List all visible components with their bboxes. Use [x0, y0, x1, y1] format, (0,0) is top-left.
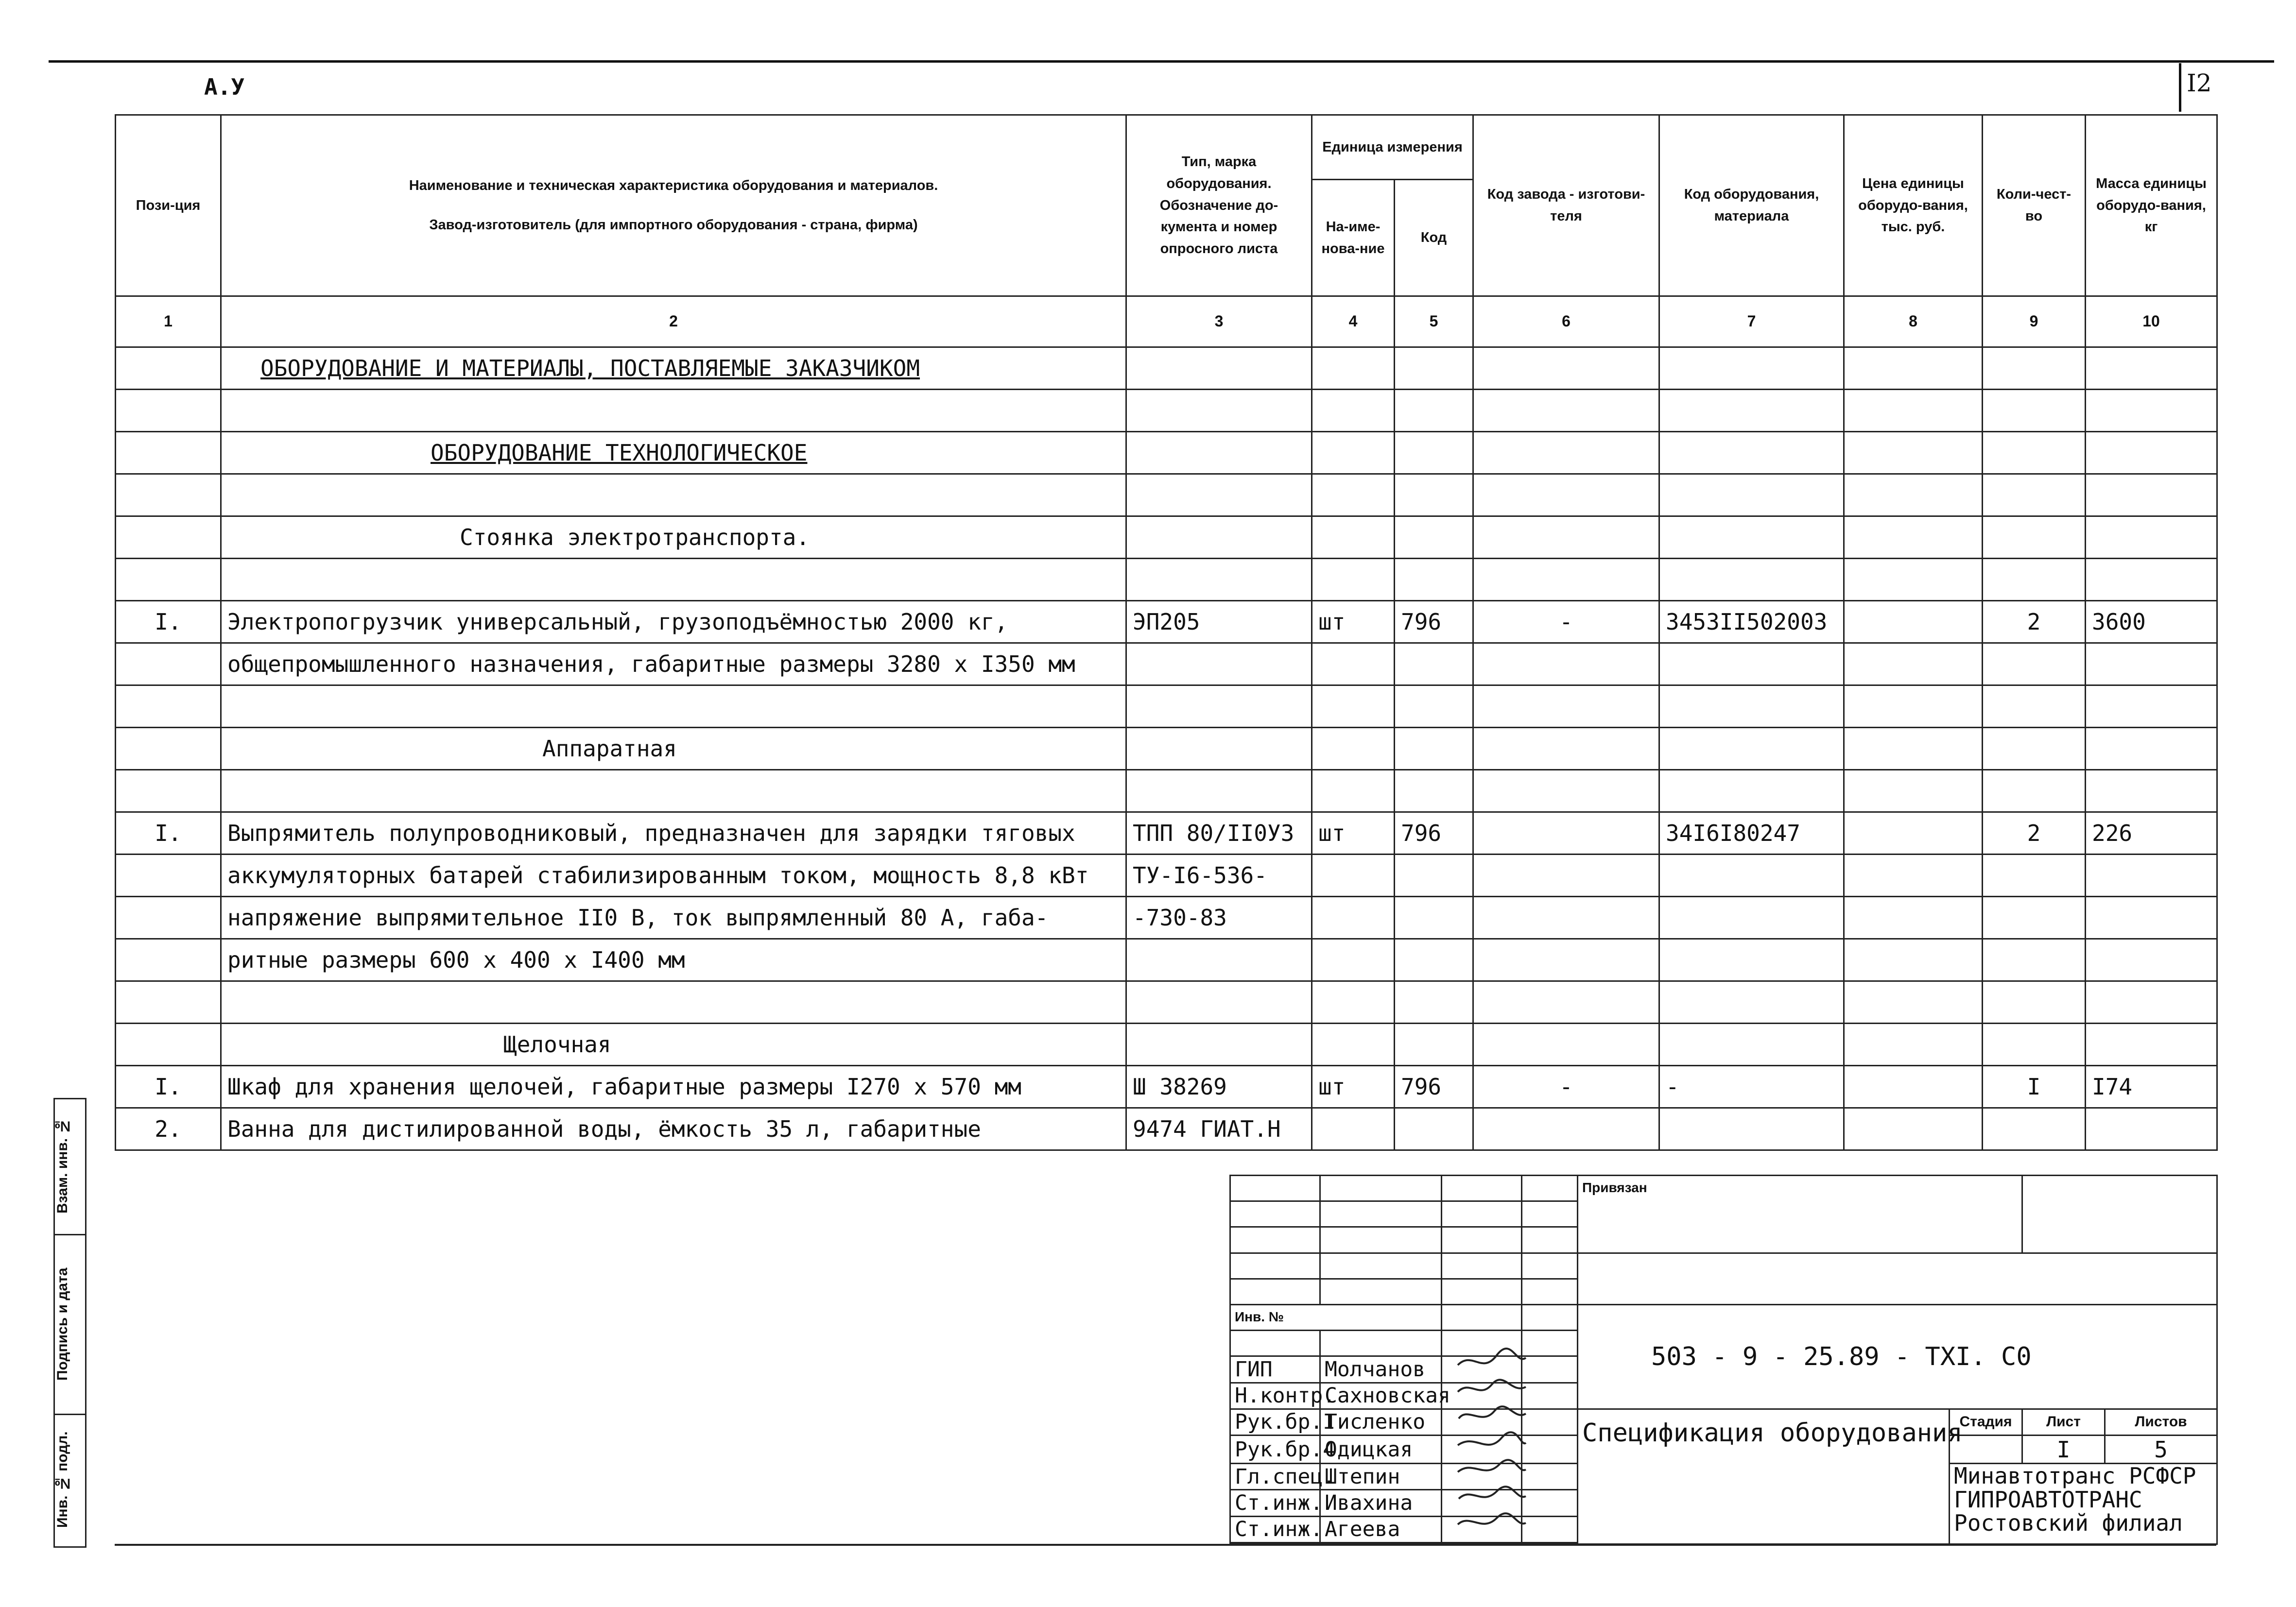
cell-code [1659, 981, 1844, 1024]
cell-name [221, 390, 1126, 432]
signer-name: Сахновская [1320, 1383, 1442, 1409]
cell-maker [1473, 897, 1659, 939]
cell-unit [1312, 981, 1395, 1024]
cell-unit [1312, 728, 1395, 770]
cell-pos [116, 981, 221, 1024]
cell-price [1844, 474, 1983, 516]
cell-pos [116, 516, 221, 559]
cell-name: Шкаф для хранения щелочей, габаритные размеры I270 х 570 мм [221, 1066, 1126, 1108]
cell-mass [2086, 432, 2217, 474]
cell-type [1126, 939, 1312, 981]
cell-unit [1312, 474, 1395, 516]
cell-price [1844, 1066, 1983, 1108]
cell-mass [2086, 516, 2217, 559]
header-unit-name: На-име-нова-ние [1312, 180, 1395, 296]
cell-code: - [1659, 1066, 1844, 1108]
cell-qty: 2 [1983, 601, 2086, 643]
cell-unit [1312, 939, 1395, 981]
cell-pos [116, 1024, 221, 1066]
cell-code [1659, 685, 1844, 728]
cell-code [1659, 559, 1844, 601]
column-number: 9 [1983, 296, 2086, 347]
cell-name [221, 685, 1126, 728]
cell-unit_code [1395, 981, 1473, 1024]
cell-code [1659, 474, 1844, 516]
cell-type [1126, 728, 1312, 770]
cell-name: ОБОРУДОВАНИЕ ТЕХНОЛОГИЧЕСКОЕ [221, 432, 1126, 474]
cell-type [1126, 432, 1312, 474]
cell-unit [1312, 1108, 1395, 1150]
organization-line: Минавтотранс РСФСР [1954, 1463, 2196, 1489]
cell-name: Электропогрузчик универсальный, грузоподъёмностью 2000 кг, [221, 601, 1126, 643]
cell-maker [1473, 559, 1659, 601]
cell-unit: шт [1312, 812, 1395, 855]
role: Н.контр. [1230, 1383, 1320, 1409]
side-label-inv-podl: Инв. № подл. [54, 1431, 70, 1528]
cell-mass [2086, 770, 2217, 812]
cell-type [1126, 559, 1312, 601]
side-label-podpis-data: Подпись и дата [54, 1267, 70, 1381]
cell-maker [1473, 432, 1659, 474]
cell-unit_code: 796 [1395, 601, 1473, 643]
cell-mass: I74 [2086, 1066, 2217, 1108]
side-divider [53, 1234, 85, 1235]
cell-unit_code [1395, 390, 1473, 432]
cell-pos [116, 855, 221, 897]
header-price: Цена единицы оборудо-вания, тыс. руб. [1844, 115, 1983, 296]
header-maker-code: Код завода - изготови-теля [1473, 115, 1659, 296]
cell-maker [1473, 812, 1659, 855]
cell-unit_code [1395, 1024, 1473, 1066]
cell-unit_code [1395, 516, 1473, 559]
cell-mass: 3600 [2086, 601, 2217, 643]
header-type: Тип, марка оборудования. Обозначение до-кумента и номер опросного листа [1126, 115, 1312, 296]
cell-maker [1473, 728, 1659, 770]
table-row [116, 939, 2217, 981]
cell-qty [1983, 643, 2086, 685]
document-title: Спецификация оборудования [1578, 1409, 1950, 1544]
cell-maker [1473, 1108, 1659, 1150]
cell-type [1126, 347, 1312, 390]
cell-mass [2086, 728, 2217, 770]
side-label-vzam-inv: Взам. инв. № [54, 1118, 70, 1214]
cell-code [1659, 855, 1844, 897]
cell-unit: шт [1312, 601, 1395, 643]
table-row [116, 643, 2217, 685]
signer-name: Тисленко [1320, 1409, 1442, 1435]
cell-type: ТУ-I6-536- [1126, 855, 1312, 897]
table-row [116, 812, 2217, 855]
table-row [116, 516, 2217, 559]
cell-price [1844, 347, 1983, 390]
cell-unit_code [1395, 432, 1473, 474]
table-row [116, 981, 2217, 1024]
cell-price [1844, 1024, 1983, 1066]
cell-type [1126, 474, 1312, 516]
sheets-label: Листов [2105, 1409, 2217, 1435]
cell-unit_code [1395, 643, 1473, 685]
table-row [116, 474, 2217, 516]
header-unit: Единица измерения [1312, 115, 1473, 180]
cell-pos [116, 643, 221, 685]
table-row [116, 1108, 2217, 1150]
role: Гл.спец. [1230, 1464, 1320, 1490]
cell-type: -730-83 [1126, 897, 1312, 939]
cell-qty [1983, 559, 2086, 601]
cell-maker [1473, 390, 1659, 432]
signer-name: Ивахина [1320, 1490, 1442, 1516]
cell-name [221, 559, 1126, 601]
cell-name: ОБОРУДОВАНИЕ И МАТЕРИАЛЫ, ПОСТАВЛЯЕМЫЕ ЗАКАЗЧИКОМ [221, 347, 1126, 390]
cell-pos [116, 770, 221, 812]
header-mass: Масса единицы оборудо-вания, кг [2086, 115, 2217, 296]
cell-maker [1473, 347, 1659, 390]
role: Ст.инж. [1230, 1490, 1320, 1516]
cell-unit_code: 796 [1395, 1066, 1473, 1108]
cell-unit_code [1395, 559, 1473, 601]
cell-code [1659, 432, 1844, 474]
title-block [1229, 1175, 2218, 1545]
cell-unit [1312, 770, 1395, 812]
cell-mass [2086, 855, 2217, 897]
cell-type [1126, 981, 1312, 1024]
cell-unit_code [1395, 855, 1473, 897]
inv-number-label: Инв. № [1230, 1304, 1442, 1330]
cell-pos [116, 939, 221, 981]
cell-unit_code [1395, 1108, 1473, 1150]
cell-code [1659, 643, 1844, 685]
cell-type [1126, 643, 1312, 685]
cell-qty [1983, 390, 2086, 432]
document-code: 503 - 9 - 25.89 - ТХI. С0 [1578, 1304, 2217, 1409]
cell-price [1844, 432, 1983, 474]
specification-table [115, 114, 2218, 1151]
cell-code [1659, 770, 1844, 812]
cell-name: Стоянка электротранспорта. [221, 516, 1126, 559]
column-number: 8 [1844, 296, 1983, 347]
cell-mass [2086, 685, 2217, 728]
cell-unit: шт [1312, 1066, 1395, 1108]
table-row [116, 855, 2217, 897]
cell-qty [1983, 855, 2086, 897]
cell-qty [1983, 516, 2086, 559]
cell-mass [2086, 643, 2217, 685]
cell-pos [116, 390, 221, 432]
cell-pos [116, 347, 221, 390]
cell-code [1659, 728, 1844, 770]
cell-qty [1983, 981, 2086, 1024]
column-number: 6 [1473, 296, 1659, 347]
cell-code: 3453II502003 [1659, 601, 1844, 643]
page-number-divider [2179, 63, 2181, 112]
cell-name: Щелочная [221, 1024, 1126, 1066]
cell-price [1844, 855, 1983, 897]
cell-name [221, 981, 1126, 1024]
cell-unit [1312, 685, 1395, 728]
cell-mass [2086, 939, 2217, 981]
role: Рук.бр.4 [1230, 1435, 1320, 1463]
cell-name [221, 474, 1126, 516]
cell-maker [1473, 516, 1659, 559]
cell-price [1844, 390, 1983, 432]
table-row [116, 390, 2217, 432]
header-name-line2: Завод-изготовитель (для импортного оборудования - страна, фирма) [429, 217, 918, 233]
cell-qty: I [1983, 1066, 2086, 1108]
cell-code [1659, 516, 1844, 559]
cell-mass: 226 [2086, 812, 2217, 855]
cell-price [1844, 685, 1983, 728]
cell-name: Аппаратная [221, 728, 1126, 770]
cell-price [1844, 981, 1983, 1024]
cell-type [1126, 685, 1312, 728]
column-number: 5 [1395, 296, 1473, 347]
cell-qty [1983, 1108, 2086, 1150]
cell-unit [1312, 855, 1395, 897]
cell-name: Выпрямитель полупроводниковый, предназначен для зарядки тяговых [221, 812, 1126, 855]
cell-maker [1473, 939, 1659, 981]
table-row [116, 1024, 2217, 1066]
signer-name: Штепин [1320, 1464, 1442, 1490]
column-number: 3 [1126, 296, 1312, 347]
table-row [116, 1066, 2217, 1108]
cell-qty [1983, 474, 2086, 516]
cell-name: аккумуляторных батарей стабилизированным током, мощность 8,8 кВт [221, 855, 1126, 897]
role: ГИП [1230, 1356, 1320, 1383]
cell-pos [116, 897, 221, 939]
cell-pos [116, 559, 221, 601]
organization-line: ГИПРОАВТОТРАНС [1954, 1486, 2142, 1513]
table-row [116, 685, 2217, 728]
cell-unit_code [1395, 347, 1473, 390]
cell-code [1659, 1108, 1844, 1150]
cell-pos: I. [116, 812, 221, 855]
cell-price [1844, 897, 1983, 939]
cell-price [1844, 812, 1983, 855]
cell-unit [1312, 897, 1395, 939]
sheet-value: I [2022, 1435, 2105, 1463]
cell-pos [116, 474, 221, 516]
cell-type: Ш 38269 [1126, 1066, 1312, 1108]
cell-qty [1983, 728, 2086, 770]
cell-mass [2086, 347, 2217, 390]
signatures-scribbles [1453, 1346, 1531, 1540]
signer-name: Агеева [1320, 1516, 1442, 1542]
cell-price [1844, 643, 1983, 685]
column-number: 1 [116, 296, 221, 347]
cell-qty [1983, 347, 2086, 390]
top-border-line [49, 60, 2274, 63]
sheets-value: 5 [2105, 1435, 2217, 1463]
header-name [221, 115, 1126, 296]
cell-unit [1312, 347, 1395, 390]
cell-unit_code [1395, 939, 1473, 981]
cell-unit_code [1395, 897, 1473, 939]
cell-type: ЭП205 [1126, 601, 1312, 643]
cell-qty [1983, 770, 2086, 812]
cell-price [1844, 1108, 1983, 1150]
stage-label: Стадия [1950, 1409, 2022, 1435]
table-row [116, 770, 2217, 812]
column-number: 10 [2086, 296, 2217, 347]
cell-maker: - [1473, 601, 1659, 643]
table-row [116, 728, 2217, 770]
role: Ст.инж. [1230, 1516, 1320, 1542]
organization-line: Ростовский филиал [1954, 1509, 2183, 1536]
cell-pos [116, 432, 221, 474]
cell-unit [1312, 559, 1395, 601]
cell-pos [116, 728, 221, 770]
organization [1950, 1464, 2217, 1544]
cell-type: ТПП 80/II0У3 [1126, 812, 1312, 855]
cell-code [1659, 347, 1844, 390]
cell-maker [1473, 855, 1659, 897]
cell-unit_code [1395, 474, 1473, 516]
cell-price [1844, 601, 1983, 643]
column-number: 2 [221, 296, 1126, 347]
cell-code [1659, 897, 1844, 939]
cell-maker [1473, 770, 1659, 812]
cell-maker [1473, 685, 1659, 728]
cell-mass [2086, 474, 2217, 516]
cell-maker [1473, 981, 1659, 1024]
cell-name [221, 770, 1126, 812]
table-row [116, 897, 2217, 939]
cell-name: Ванна для дистилированной воды, ёмкость 35 л, габаритные [221, 1108, 1126, 1150]
cell-qty [1983, 897, 2086, 939]
cell-code: 34I6I80247 [1659, 812, 1844, 855]
cell-unit [1312, 432, 1395, 474]
cell-unit [1312, 516, 1395, 559]
cell-unit [1312, 390, 1395, 432]
cell-pos: I. [116, 601, 221, 643]
cell-code [1659, 1024, 1844, 1066]
cell-unit_code [1395, 728, 1473, 770]
cell-pos: I. [116, 1066, 221, 1108]
cell-qty [1983, 1024, 2086, 1066]
sheet-label: Лист [2022, 1409, 2105, 1435]
signer-name: Молчанов [1320, 1356, 1442, 1383]
cell-type [1126, 770, 1312, 812]
cell-maker [1473, 1024, 1659, 1066]
cell-type: 9474 ГИАТ.Н [1126, 1108, 1312, 1150]
cell-code [1659, 390, 1844, 432]
header-equipment-code: Код оборудования, материала [1659, 115, 1844, 296]
cell-name: общепромышленного назначения, габаритные размеры 3280 х I350 мм [221, 643, 1126, 685]
table-row [116, 559, 2217, 601]
cell-qty [1983, 939, 2086, 981]
cell-type [1126, 516, 1312, 559]
cell-price [1844, 939, 1983, 981]
sheet-mark: А.У [204, 74, 245, 100]
cell-price [1844, 770, 1983, 812]
cell-price [1844, 559, 1983, 601]
header-name-line1: Наименование и техническая характеристика оборудования и материалов. [409, 178, 938, 194]
cell-type [1126, 1024, 1312, 1066]
privyazan-label: Привязан [1578, 1176, 2022, 1253]
cell-unit_code: 796 [1395, 812, 1473, 855]
side-divider [53, 1414, 85, 1415]
cell-unit_code [1395, 770, 1473, 812]
cell-qty [1983, 432, 2086, 474]
cell-maker [1473, 643, 1659, 685]
cell-pos: 2. [116, 1108, 221, 1150]
cell-mass [2086, 1024, 2217, 1066]
cell-mass [2086, 981, 2217, 1024]
cell-mass [2086, 1108, 2217, 1150]
page-number: I2 [2187, 69, 2212, 97]
header-unit-code: Код [1395, 180, 1473, 296]
header-quantity: Коли-чест-во [1983, 115, 2086, 296]
cell-pos [116, 685, 221, 728]
cell-unit [1312, 643, 1395, 685]
cell-maker [1473, 474, 1659, 516]
cell-price [1844, 728, 1983, 770]
table-row [116, 601, 2217, 643]
cell-maker: - [1473, 1066, 1659, 1108]
column-number: 7 [1659, 296, 1844, 347]
cell-qty [1983, 685, 2086, 728]
column-number: 4 [1312, 296, 1395, 347]
header-position: Пози-ция [116, 115, 221, 296]
cell-name: напряжение выпрямительное II0 В, ток выпрямленный 80 А, габа- [221, 897, 1126, 939]
cell-unit [1312, 1024, 1395, 1066]
table-row [116, 347, 2217, 390]
cell-code [1659, 939, 1844, 981]
cell-mass [2086, 897, 2217, 939]
cell-name: ритные размеры 600 х 400 х I400 мм [221, 939, 1126, 981]
cell-price [1844, 516, 1983, 559]
signer-name: Одицкая [1320, 1435, 1442, 1463]
cell-mass [2086, 559, 2217, 601]
table-row [116, 432, 2217, 474]
cell-qty: 2 [1983, 812, 2086, 855]
role: Рук.бр.I [1230, 1409, 1320, 1435]
cell-mass [2086, 390, 2217, 432]
cell-unit_code [1395, 685, 1473, 728]
cell-type [1126, 390, 1312, 432]
